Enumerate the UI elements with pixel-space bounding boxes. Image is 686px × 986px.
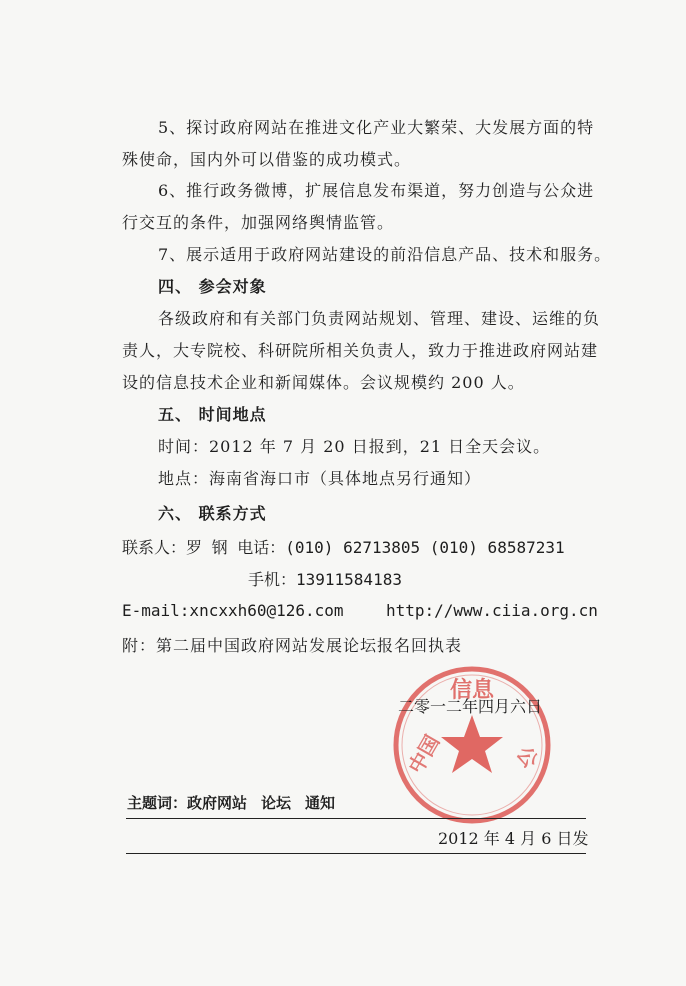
svg-text:公: 公	[511, 742, 544, 773]
item-6-line-2: 行交互的条件，加强网络舆情监管。	[122, 213, 395, 232]
subject-keywords	[127, 793, 349, 813]
contact-phone-line: 联系人：罗 钢 电话：(010) 62713805 (010) 68587231	[122, 538, 565, 557]
section-6-heading: 六、 联系方式	[158, 504, 267, 523]
section-4-heading: 四、 参会对象	[158, 277, 267, 296]
section-4-line-3: 设的信息技术企业和新闻媒体。会议规模约 200 人。	[122, 373, 525, 392]
issue-date: 2012 年 4 月 6 日发	[438, 829, 589, 848]
attachment-line: 附：第二届中国政府网站发展论坛报名回执表	[122, 636, 463, 655]
footer-divider	[126, 853, 586, 854]
item-6-line-1: 6、推行政务微博，扩展信息发布渠道，努力创造与公众进	[158, 181, 595, 200]
signature-date: 二零一二年四月六日	[398, 697, 543, 716]
place-line: 地点：海南省海口市（具体地点另行通知）	[158, 469, 482, 488]
keywords-divider	[126, 818, 586, 819]
svg-text:信息: 信息	[449, 678, 495, 703]
email-text: E-mail:xncxxh60@126.com	[122, 601, 344, 620]
star-icon	[441, 715, 503, 773]
item-7-line-1: 7、展示适用于政府网站建设的前沿信息产品、技术和服务。	[158, 245, 612, 264]
mobile-line: 手机：13911584183	[248, 570, 402, 589]
section-4-line-2: 责人，大专院校、科研院所相关负责人，致力于推进政府网站建	[122, 341, 599, 360]
item-5-line-1: 5、探讨政府网站在推进文化产业大繁荣、大发展方面的特	[158, 118, 595, 137]
keyword-item: 政府网站	[187, 794, 248, 812]
keyword-item: 通知	[305, 794, 336, 812]
svg-text:中国: 中国	[403, 730, 445, 778]
official-seal-stamp	[390, 663, 554, 827]
keyword-item: 论坛	[261, 794, 292, 812]
section-4-line-1: 各级政府和有关部门负责网站规划、管理、建设、运维的负	[158, 309, 601, 328]
website-text: http://www.ciia.org.cn	[386, 601, 598, 620]
time-line: 时间：2012 年 7 月 20 日报到，21 日全天会议。	[158, 437, 551, 456]
keywords-label: 主题词：	[127, 794, 188, 812]
section-5-heading: 五、 时间地点	[158, 405, 267, 424]
item-5-line-2: 殊使命，国内外可以借鉴的成功模式。	[122, 150, 412, 169]
